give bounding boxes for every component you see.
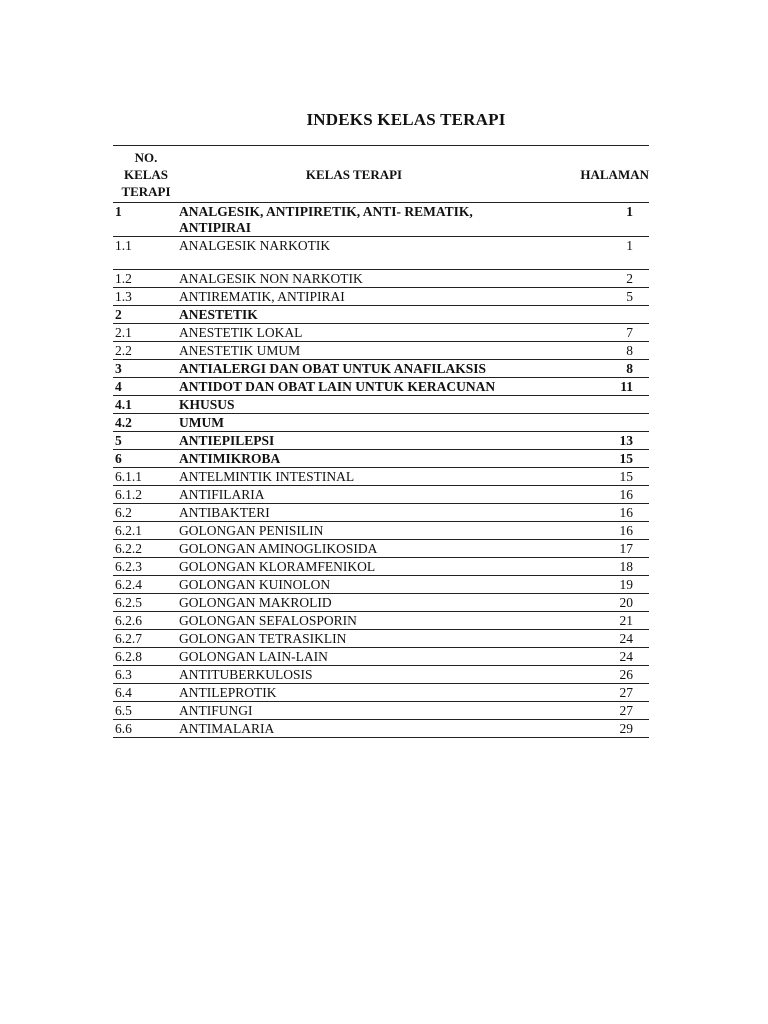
row-class-name: GOLONGAN TETRASIKLIN <box>179 630 529 648</box>
row-page-number: 15 <box>529 468 649 486</box>
row-class-number: 1.1 <box>113 237 179 270</box>
row-page-number: 27 <box>529 702 649 720</box>
table-row <box>113 432 649 450</box>
row-class-number: 1.2 <box>113 270 179 288</box>
row-class-number: 6.2.1 <box>113 522 179 540</box>
table-row <box>113 486 649 504</box>
row-page-number: 27 <box>529 684 649 702</box>
row-class-name: ANTELMINTIK INTESTINAL <box>179 468 529 486</box>
table-row <box>113 576 649 594</box>
table-row <box>113 702 649 720</box>
row-class-number: 6.1.2 <box>113 486 179 504</box>
row-page-number: 13 <box>529 432 649 450</box>
row-page-number: 19 <box>529 576 649 594</box>
table-row <box>113 630 649 648</box>
row-class-number: 6.2 <box>113 504 179 522</box>
column-header-no-line: TERAPI <box>121 184 171 199</box>
row-class-number: 6.2.7 <box>113 630 179 648</box>
row-page-number: 11 <box>529 378 649 396</box>
column-header-name: KELAS TERAPI <box>179 146 529 203</box>
row-class-number: 6.4 <box>113 684 179 702</box>
row-page-number <box>529 306 649 324</box>
row-class-number: 6.2.8 <box>113 648 179 666</box>
row-class-number: 6.1.1 <box>113 468 179 486</box>
table-row <box>113 522 649 540</box>
row-class-number: 4.2 <box>113 414 179 432</box>
row-class-name: GOLONGAN MAKROLID <box>179 594 529 612</box>
row-class-name: ANTIMIKROBA <box>179 450 529 468</box>
table-row <box>113 468 649 486</box>
therapy-class-index-table <box>113 145 649 738</box>
row-page-number: 1 <box>529 203 649 237</box>
row-page-number: 7 <box>529 324 649 342</box>
row-class-name: ANTIFILARIA <box>179 486 529 504</box>
row-class-number: 4 <box>113 378 179 396</box>
row-page-number: 16 <box>529 504 649 522</box>
row-class-name: GOLONGAN PENISILIN <box>179 522 529 540</box>
row-class-number: 4.1 <box>113 396 179 414</box>
row-class-name: ANTIBAKTERI <box>179 504 529 522</box>
row-class-name: KHUSUS <box>179 396 529 414</box>
row-class-number: 6 <box>113 450 179 468</box>
row-page-number: 2 <box>529 270 649 288</box>
row-page-number: 20 <box>529 594 649 612</box>
row-class-name: GOLONGAN KUINOLON <box>179 576 529 594</box>
row-class-name: ANTITUBERKULOSIS <box>179 666 529 684</box>
table-row <box>113 666 649 684</box>
table-row <box>113 324 649 342</box>
row-class-number: 6.3 <box>113 666 179 684</box>
row-class-number: 2.1 <box>113 324 179 342</box>
row-page-number: 8 <box>529 342 649 360</box>
table-row <box>113 504 649 522</box>
row-page-number: 17 <box>529 540 649 558</box>
row-page-number: 5 <box>529 288 649 306</box>
row-page-number: 24 <box>529 630 649 648</box>
row-class-name: ANTIFUNGI <box>179 702 529 720</box>
table-row <box>113 540 649 558</box>
column-header-no <box>113 146 179 203</box>
row-class-name: ANESTETIK LOKAL <box>179 324 529 342</box>
row-page-number: 21 <box>529 612 649 630</box>
table-row <box>113 270 649 288</box>
row-page-number <box>529 414 649 432</box>
row-class-name: ANTILEPROTIK <box>179 684 529 702</box>
row-class-name: UMUM <box>179 414 529 432</box>
row-page-number: 24 <box>529 648 649 666</box>
table-row <box>113 414 649 432</box>
row-class-name: GOLONGAN SEFALOSPORIN <box>179 612 529 630</box>
row-class-number: 6.6 <box>113 720 179 738</box>
row-class-number: 6.2.6 <box>113 612 179 630</box>
row-page-number: 16 <box>529 486 649 504</box>
row-class-number: 1.3 <box>113 288 179 306</box>
row-page-number <box>529 396 649 414</box>
table-row <box>113 396 649 414</box>
row-class-name: ANTIEPILEPSI <box>179 432 529 450</box>
table-body <box>113 203 649 738</box>
column-header-page: HALAMAN <box>529 146 649 203</box>
row-class-number: 3 <box>113 360 179 378</box>
table-header-row <box>113 146 649 203</box>
row-class-name: ANESTETIK UMUM <box>179 342 529 360</box>
row-class-number: 1 <box>113 203 179 237</box>
table-row <box>113 450 649 468</box>
column-header-no-line: KELAS <box>123 167 169 182</box>
row-class-name: ANESTETIK <box>179 306 529 324</box>
table-row <box>113 720 649 738</box>
row-page-number: 29 <box>529 720 649 738</box>
row-class-number: 5 <box>113 432 179 450</box>
row-class-name: ANALGESIK NON NARKOTIK <box>179 270 529 288</box>
table-row <box>113 288 649 306</box>
table-row <box>113 360 649 378</box>
row-page-number: 15 <box>529 450 649 468</box>
table-row <box>113 558 649 576</box>
row-page-number: 16 <box>529 522 649 540</box>
row-page-number: 8 <box>529 360 649 378</box>
row-class-number: 6.5 <box>113 702 179 720</box>
row-class-name: GOLONGAN LAIN-LAIN <box>179 648 529 666</box>
row-class-name: ANTIDOT DAN OBAT LAIN UNTUK KERACUNAN <box>179 378 529 396</box>
row-class-name: ANTIMALARIA <box>179 720 529 738</box>
row-class-number: 6.2.5 <box>113 594 179 612</box>
column-header-no-line: NO. <box>134 150 158 165</box>
row-class-name: ANTIREMATIK, ANTIPIRAI <box>179 288 529 306</box>
table-row <box>113 648 649 666</box>
table-row <box>113 378 649 396</box>
table-row <box>113 237 649 270</box>
row-page-number: 26 <box>529 666 649 684</box>
row-class-name: ANALGESIK, ANTIPIRETIK, ANTI- REMATIK, ANTIPIRAI <box>179 203 529 237</box>
row-class-name: ANALGESIK NARKOTIK <box>179 237 529 270</box>
row-class-name: GOLONGAN AMINOGLIKOSIDA <box>179 540 529 558</box>
row-class-number: 2.2 <box>113 342 179 360</box>
row-class-number: 6.2.4 <box>113 576 179 594</box>
row-page-number: 1 <box>529 237 649 270</box>
table-row <box>113 306 649 324</box>
document-title: INDEKS KELAS TERAPI <box>306 110 506 129</box>
table-row <box>113 684 649 702</box>
row-class-name: GOLONGAN KLORAMFENIKOL <box>179 558 529 576</box>
table-row <box>113 594 649 612</box>
row-class-number: 6.2.3 <box>113 558 179 576</box>
row-class-name: ANTIALERGI DAN OBAT UNTUK ANAFILAKSIS <box>179 360 529 378</box>
row-class-number: 6.2.2 <box>113 540 179 558</box>
row-class-number: 2 <box>113 306 179 324</box>
table-row <box>113 342 649 360</box>
row-page-number: 18 <box>529 558 649 576</box>
table-row <box>113 203 649 237</box>
table-row <box>113 612 649 630</box>
